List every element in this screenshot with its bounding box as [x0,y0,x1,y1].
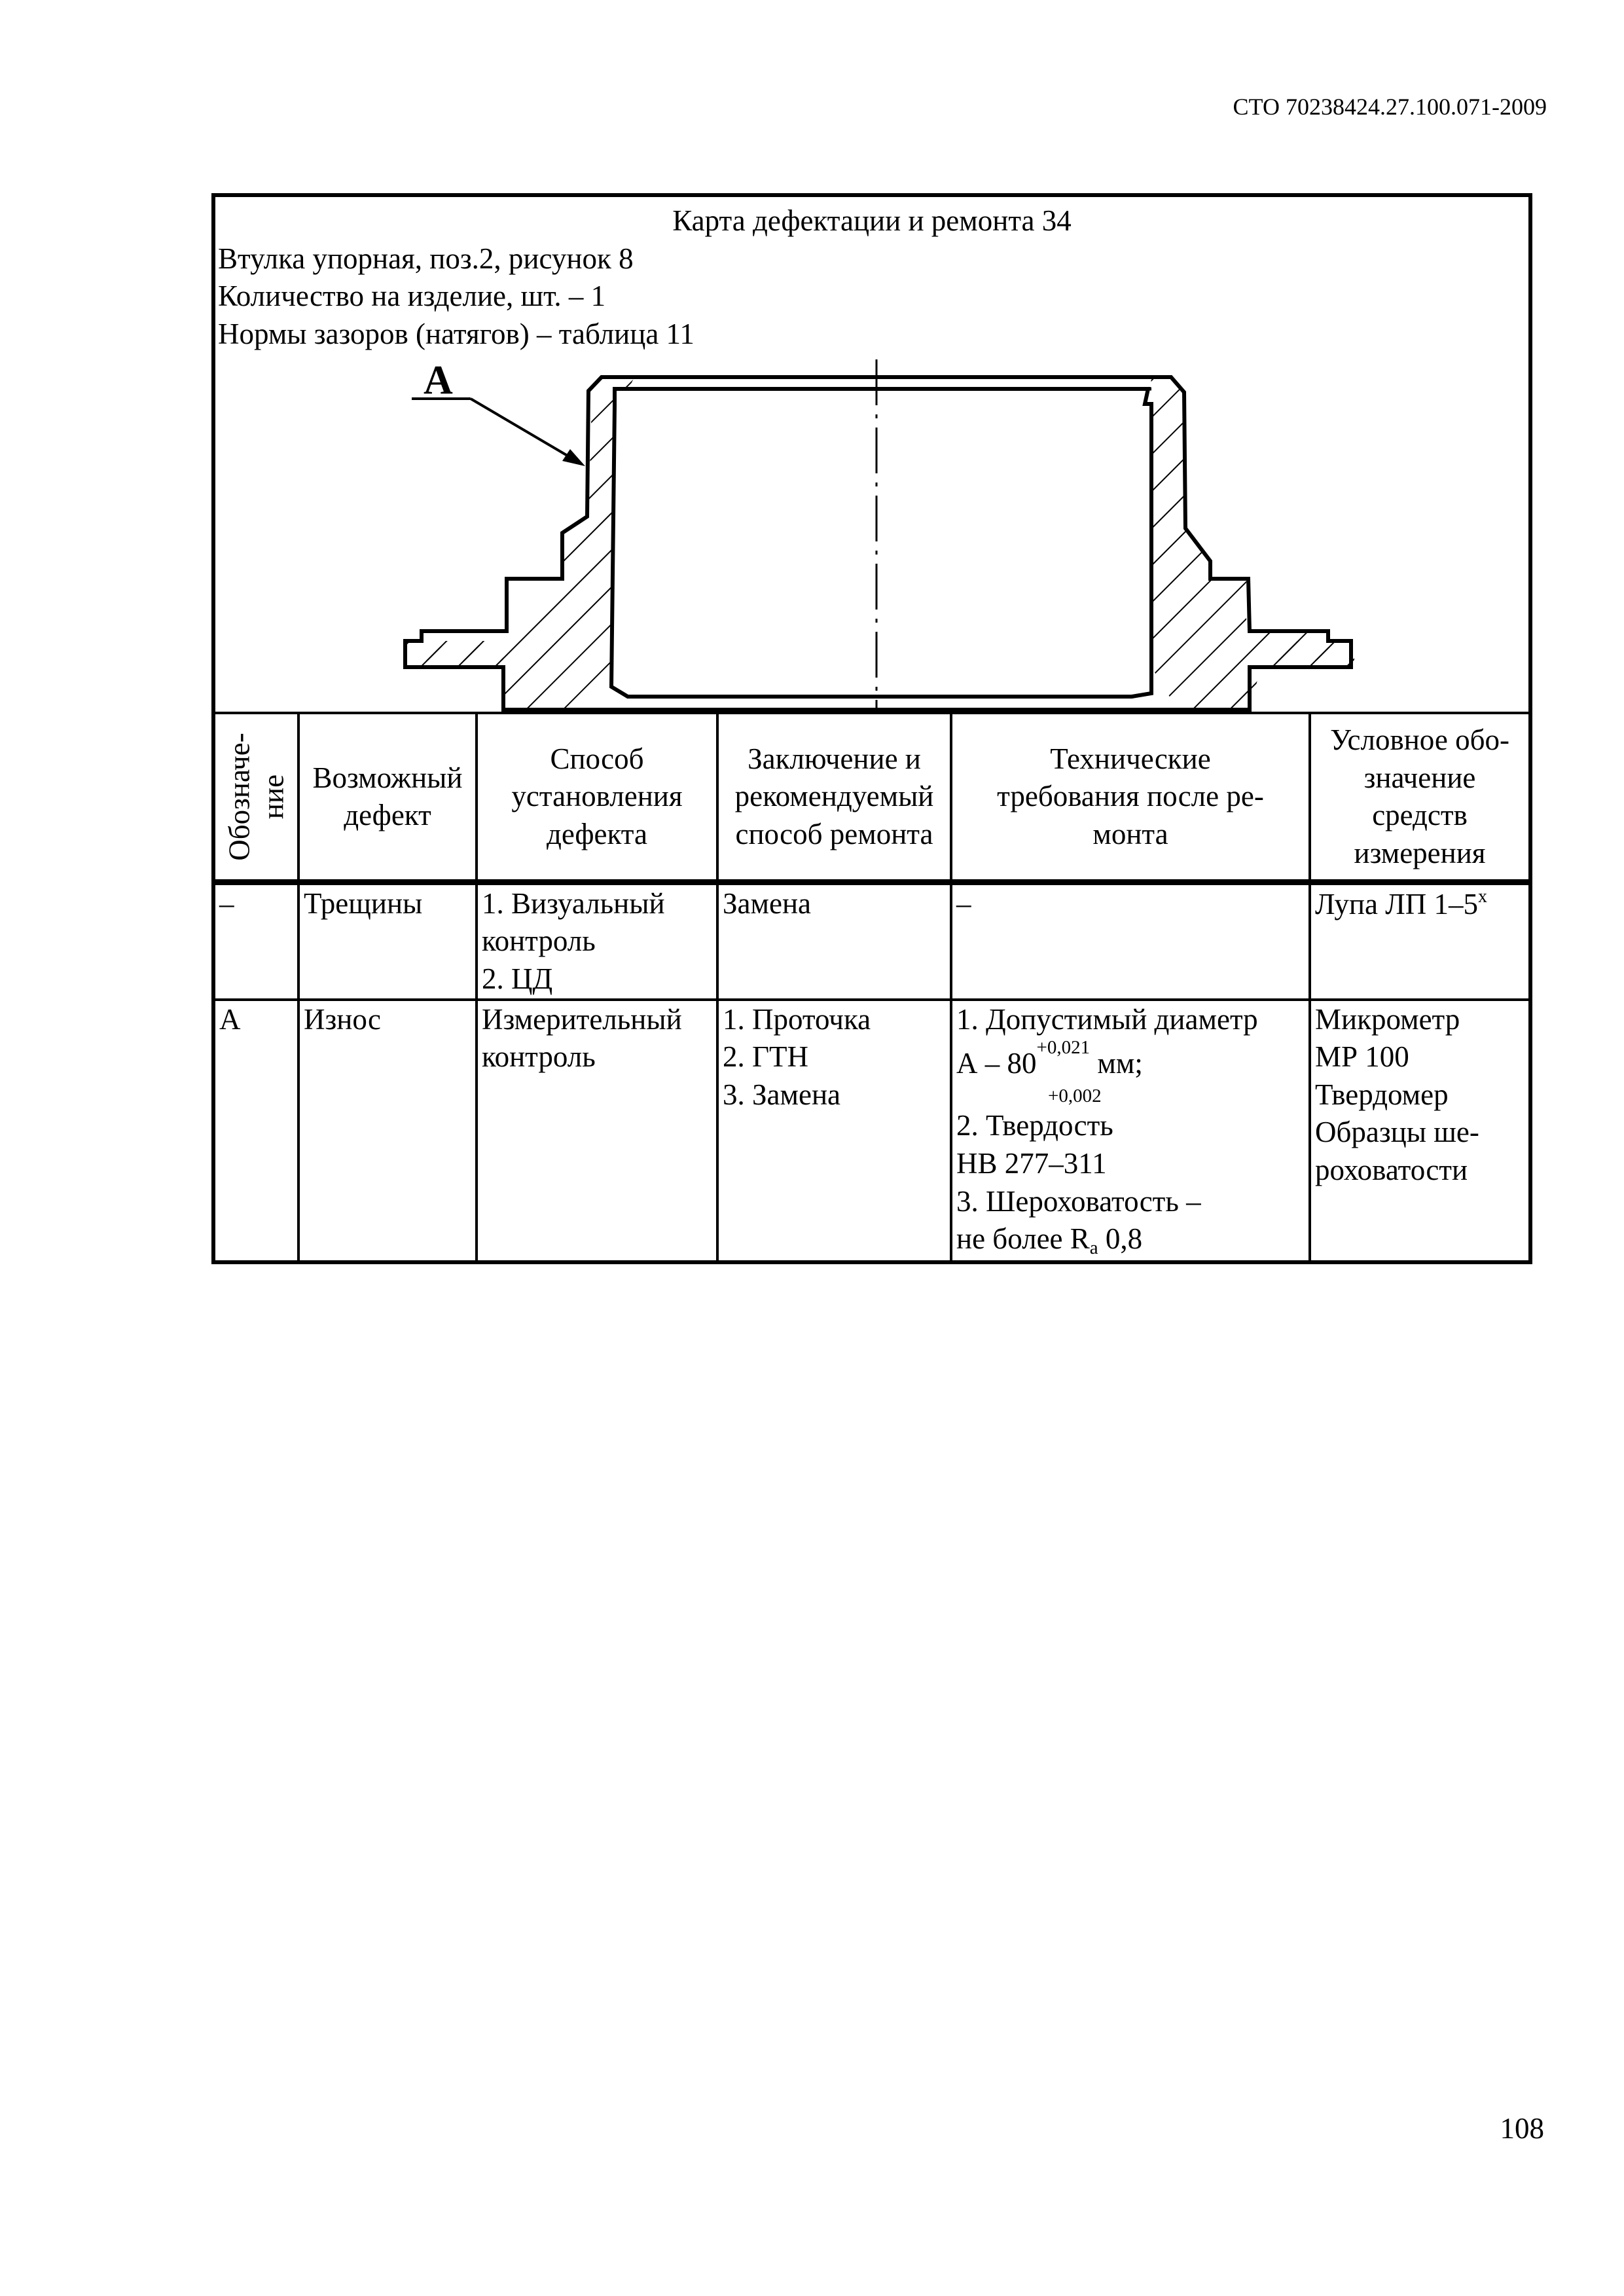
cell-conclusion: Замена [717,882,951,999]
right-flange-hatch [1263,641,1354,667]
cell-method: Измерительный контроль [477,1000,717,1263]
card-clearance-norms: Нормы зазоров (натягов) – таблица 11 [218,317,695,350]
cell-designation: А [213,1000,298,1263]
leader-arrow [562,449,585,466]
left-flange-hatch [405,641,503,667]
col-head-instruments: Условное обо- значение средств измерения [1310,713,1530,882]
thrust-bushing-drawing [215,353,1525,712]
cell-defect: Трещины [298,882,477,999]
card-header-row [213,195,1530,713]
page-number: 108 [1500,2112,1544,2145]
card-quantity: Количество на изделие, шт. – 1 [218,280,606,313]
leader-line [471,399,582,464]
cell-requirements: – [951,882,1310,999]
cell-method: 1. Визуальный контроль 2. ЦД [477,882,717,999]
col-head-conclusion: Заключение и рекомендуемый способ ремонта [717,713,951,882]
cell-requirements: 1. Допустимый диаметр А – $80^{+0,021}$ мм; +0,002 2. Твердость НВ 277–311 3. Шероховатость – не более $R_a$ 0,8 [951,1000,1310,1263]
col-head-method: Способ установления дефекта [477,713,717,882]
card-part: Втулка упорная, поз.2, рисунок 8 [218,242,634,275]
document-code: СТО 70238424.27.100.071-2009 [1233,94,1547,120]
cell-instrument: Микрометр МР 100 Твердомер Образцы ше- роховатости [1310,1000,1530,1263]
drawing-label-a: А [424,358,453,403]
cell-conclusion: 1. Проточка 2. ГТН 3. Замена [717,1000,951,1263]
inner-bore [611,389,1151,697]
card-header [213,195,1530,713]
cell-defect: Износ [298,1000,477,1263]
card-title: Карта дефектации и ремонта 34 [672,204,1072,237]
column-header-row [213,713,1530,882]
cell-designation: – [213,882,298,999]
defect-card-table [211,193,1532,1264]
col-head-requirements: Технические требования после ре- монта [951,713,1310,882]
table-row [213,882,1530,999]
col-head-defect: Возможный дефект [298,713,477,882]
table-row [213,1000,1530,1263]
cell-instrument: Лупа ЛП $1-5^х$ [1310,882,1530,999]
col-head-designation: Обозначе- ние [213,713,298,882]
